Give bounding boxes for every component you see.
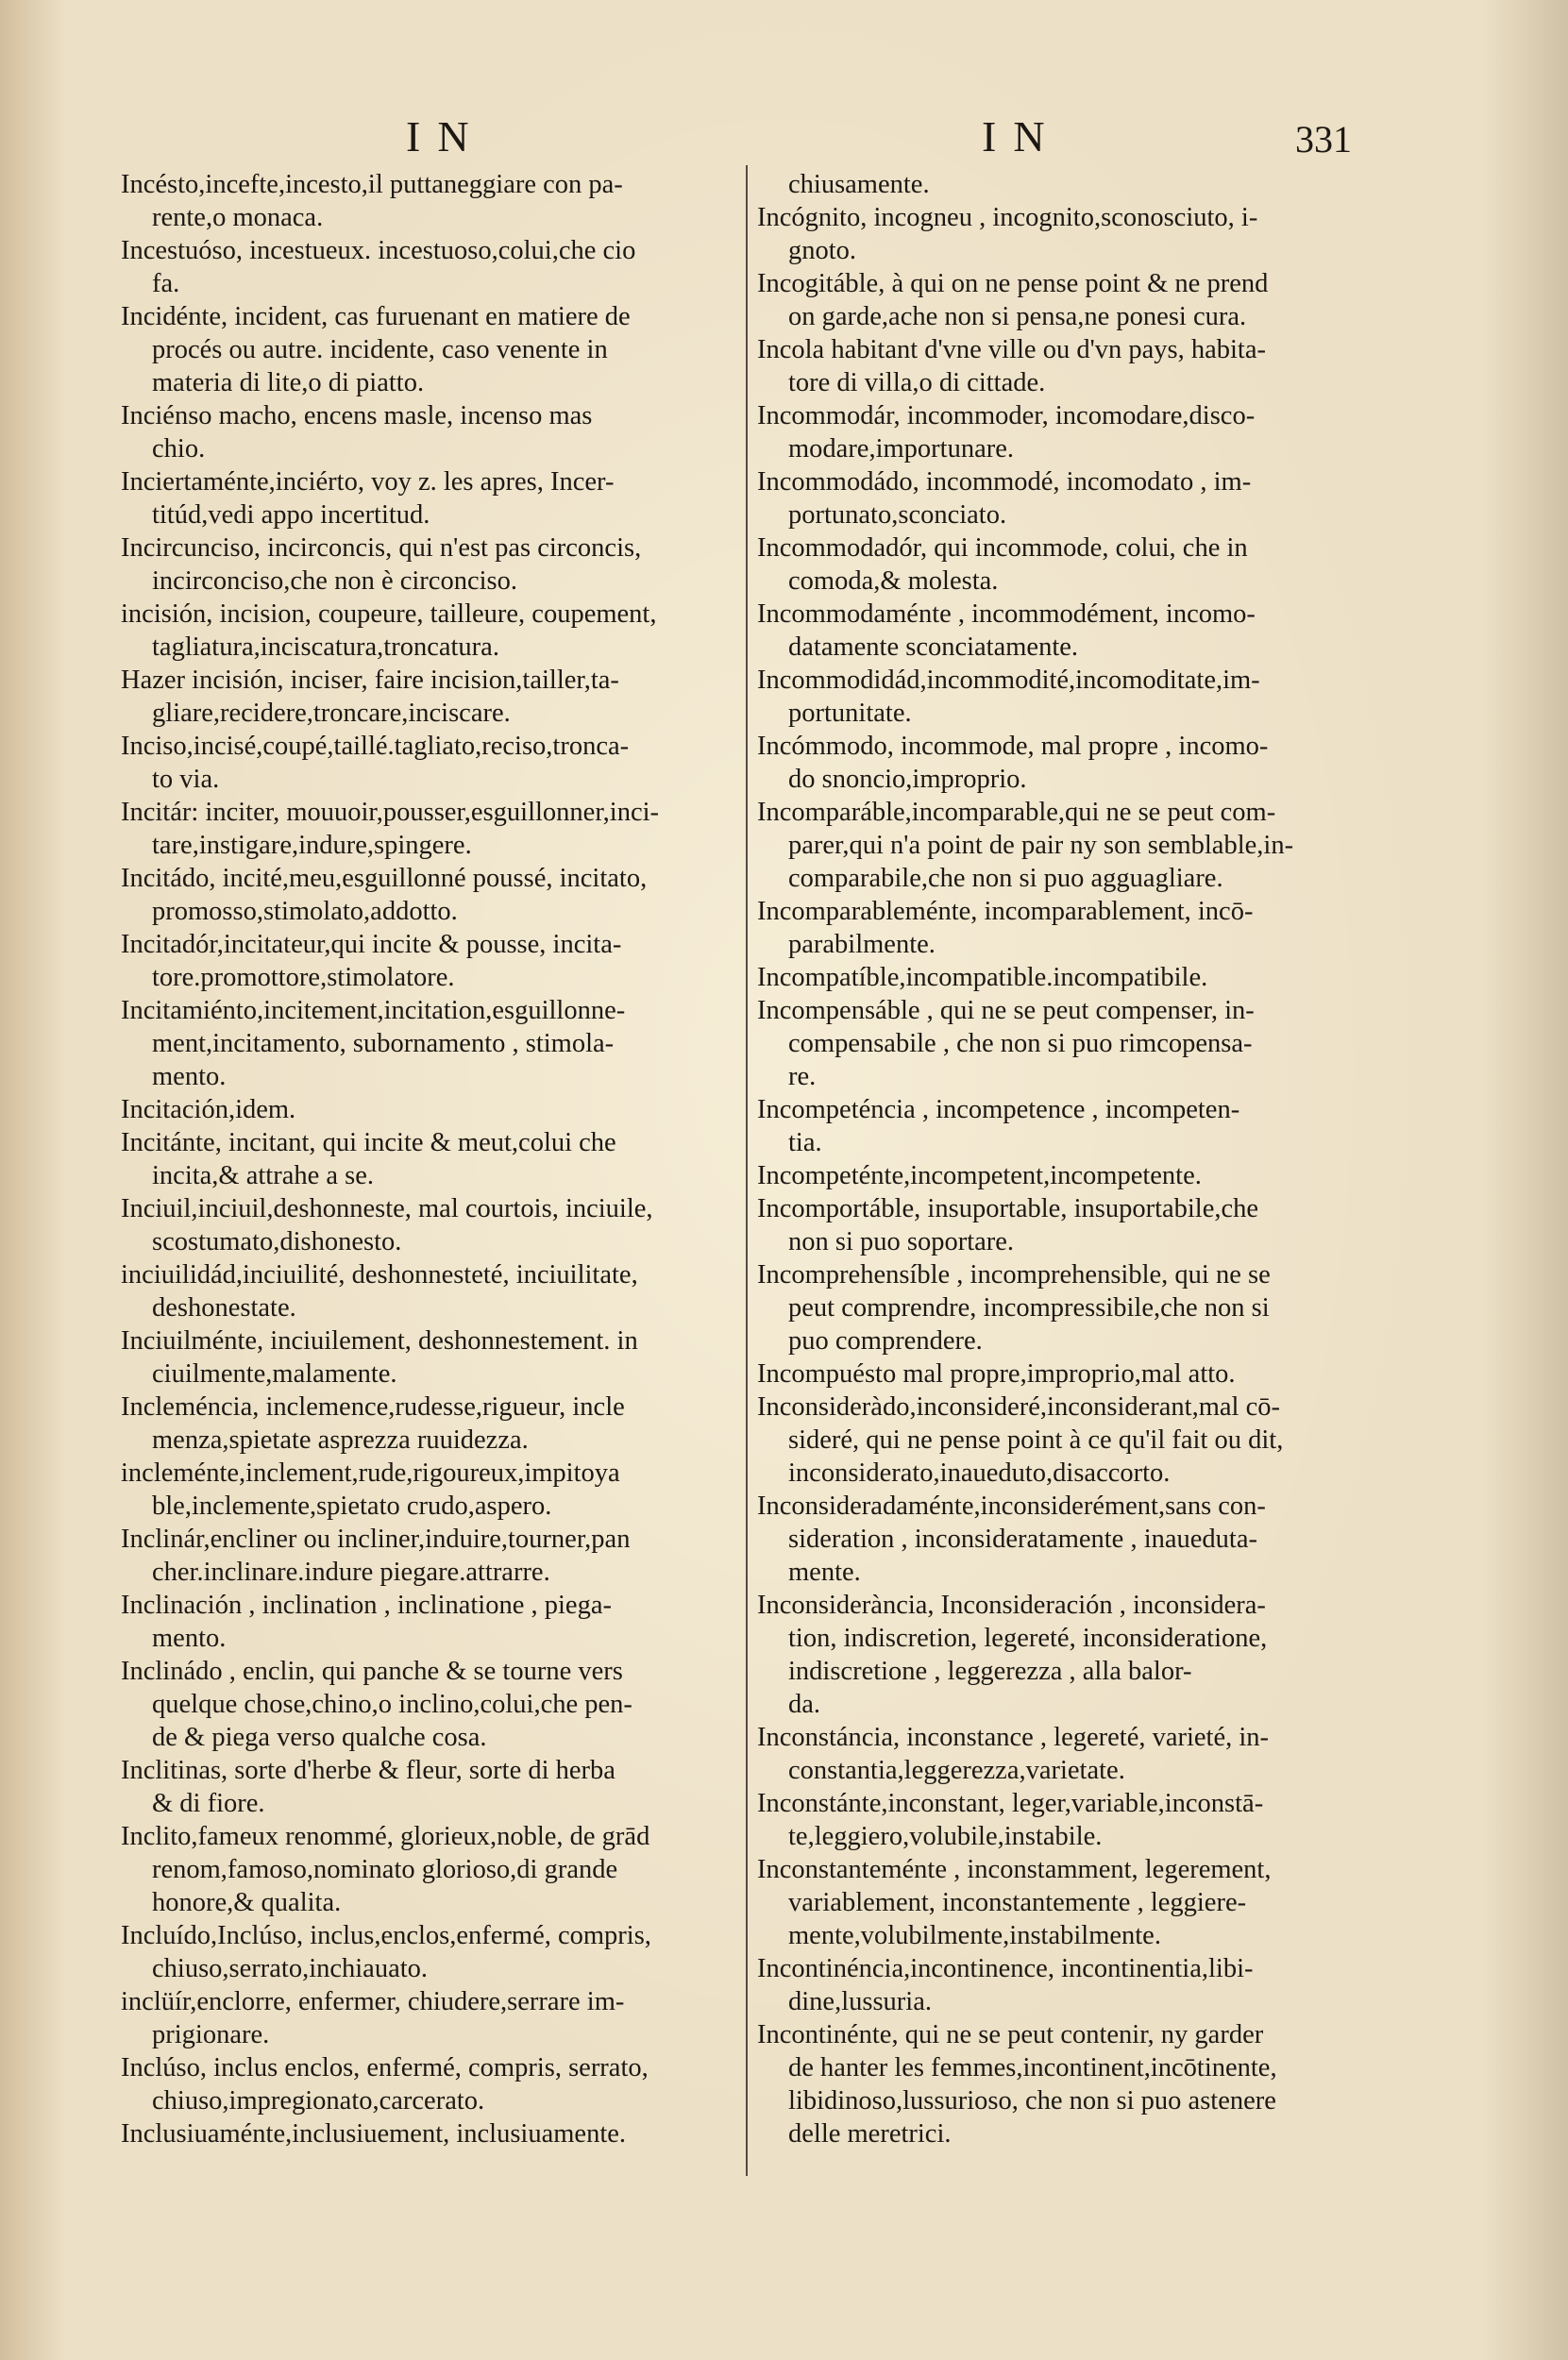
entry-line: Inconsideradaménte,inconsiderément,sans con- xyxy=(757,1492,1266,1521)
entry-line: portunitate. xyxy=(788,699,912,728)
entry-line: incisión, incision, coupeure, tailleure, coupement, xyxy=(121,599,657,629)
entry-line: menza,spietate asprezza ruuidezza. xyxy=(152,1425,529,1455)
entry-line: Incógnito, incogneu , incognito,sconosciuto, i- xyxy=(757,203,1258,232)
entry-line: Incompeténte,incompetent,incompetente. xyxy=(757,1161,1202,1190)
entry-line: Incitádo, incité,meu,esguillonné poussé, incitato, xyxy=(121,864,648,893)
entry-line: tagliatura,inciscatura,troncatura. xyxy=(152,632,499,662)
entry-line: inconsiderato,inaueduto,disaccorto. xyxy=(788,1458,1171,1488)
entry-line: parer,qui n'a point de pair ny son semblable,in- xyxy=(788,831,1294,860)
entry-line: Inclito,fameux renommé, glorieux,noble, de grād xyxy=(121,1822,650,1851)
entry-line: constantia,leggerezza,varietate. xyxy=(788,1756,1125,1785)
entry-line: mente. xyxy=(788,1558,861,1587)
entry-line: puo comprendere. xyxy=(788,1326,983,1356)
running-head-right: IN xyxy=(982,112,1062,160)
entry-line: Incitamiénto,incitement,incitation,esguillonne- xyxy=(121,996,626,1025)
entry-line: comparabile,che non si puo agguagliare. xyxy=(788,864,1223,893)
entry-line: mento. xyxy=(152,1062,227,1091)
entry-line: variablement, inconstantemente , leggiere- xyxy=(788,1888,1247,1917)
page-number: 331 xyxy=(1295,118,1352,160)
entry-line: Inconstáncia, inconstance , legereté, varieté, in- xyxy=(757,1723,1270,1752)
entry-line: Incestuóso, incestueux. incestuoso,colui,che cio xyxy=(121,236,636,265)
entry-line: comoda,& molesta. xyxy=(788,566,999,596)
entry-line: peut comprendre, incompressibile,che non si xyxy=(788,1293,1270,1323)
column-divider xyxy=(746,165,748,2176)
entry-line: Incomparableménte, incomparablement, incō- xyxy=(757,897,1254,926)
entry-line: Incommodaménte , incommodément, incomo- xyxy=(757,599,1256,629)
entry-line: Inciuil,inciuil,deshonneste, mal courtois, inciuile, xyxy=(121,1194,653,1223)
entry-line: incleménte,inclement,rude,rigoureux,impitoya xyxy=(121,1458,620,1488)
entry-line: titúd,vedi appo incertitud. xyxy=(152,500,430,530)
entry-line: Incésto,incefte,incesto,il puttaneggiare con pa- xyxy=(121,170,623,199)
entry-line: Inconstanteménte , inconstamment, legerement, xyxy=(757,1855,1272,1884)
entry-line: & di fiore. xyxy=(152,1789,265,1818)
entry-line: Incomportáble, insuportable, insuportabile,che xyxy=(757,1194,1259,1223)
entry-line: Incontinénte, qui ne se peut contenir, ny garder xyxy=(757,2020,1264,2049)
entry-line: Incluído,Inclúso, inclus,enclos,enfermé, compris, xyxy=(121,1921,651,1950)
entry-line: Incommodidád,incommodité,incomoditate,im- xyxy=(757,666,1260,695)
entry-line: rente,o monaca. xyxy=(152,203,324,232)
entry-line: quelque chose,chino,o inclino,colui,che pen- xyxy=(152,1690,632,1719)
entry-line: Inciso,incisé,coupé,taillé.tagliato,reciso,tronca- xyxy=(121,732,630,761)
entry-line: Inclinár,encliner ou incliner,induire,tourner,pan xyxy=(121,1525,631,1554)
entry-line: chio. xyxy=(152,434,206,464)
entry-line: inciuilidád,inciuilité, deshonnesteté, inciuilitate, xyxy=(121,1260,638,1290)
entry-line: honore,& qualita. xyxy=(152,1888,342,1917)
entry-line: Incompeténcia , incompetence , incompeten- xyxy=(757,1095,1240,1124)
entry-line: Incommodár, incommoder, incomodare,disco- xyxy=(757,401,1256,430)
entry-line: promosso,stimolato,addotto. xyxy=(152,897,458,926)
entry-line: Inciénso macho, encens masle, incenso mas xyxy=(121,401,593,430)
entry-line: Incitánte, incitant, qui incite & meut,colui che xyxy=(121,1128,616,1157)
entry-line: Inclúso, inclus enclos, enfermé, compris, serrato, xyxy=(121,2053,649,2082)
entry-line: Incomparáble,incomparable,qui ne se peut com- xyxy=(757,798,1276,827)
entry-line: re. xyxy=(788,1062,817,1091)
entry-line: delle meretrici. xyxy=(788,2119,952,2149)
entry-line: da. xyxy=(788,1690,821,1719)
entry-line: Inclitinas, sorte d'herbe & fleur, sorte di herba xyxy=(121,1756,615,1785)
entry-line: renom,famoso,nominato glorioso,di grande xyxy=(152,1855,618,1884)
entry-line: incirconciso,che non è circonciso. xyxy=(152,566,517,596)
entry-line: Incomprehensíble , incomprehensible, qui ne se xyxy=(757,1260,1271,1290)
entry-line: te,leggiero,volubile,instabile. xyxy=(788,1822,1103,1851)
entry-line: Incompensáble , qui ne se peut compenser, in- xyxy=(757,996,1255,1025)
entry-line: datamente sconciatamente. xyxy=(788,632,1079,662)
entry-line: tore.promottore,stimolatore. xyxy=(152,963,455,992)
entry-line: indiscretione , leggerezza , alla balor- xyxy=(788,1657,1192,1686)
entry-line: materia di lite,o di piatto. xyxy=(152,368,425,397)
entry-line: prigionare. xyxy=(152,2020,270,2049)
entry-line: Incidénte, incident, cas furuenant en matiere de xyxy=(121,302,631,331)
running-head-left: IN xyxy=(406,112,486,160)
entry-line: Inconstánte,inconstant, leger,variable,inconstā- xyxy=(757,1789,1264,1818)
entry-line: mente,volubilmente,instabilmente. xyxy=(788,1921,1161,1950)
entry-line: Incommodadór, qui incommode, colui, che in xyxy=(757,533,1248,563)
entry-line: parabilmente. xyxy=(788,930,936,959)
entry-line: Incola habitant d'vne ville ou d'vn pays, habita- xyxy=(757,335,1266,364)
entry-line: deshonestate. xyxy=(152,1293,296,1323)
entry-line: non si puo soportare. xyxy=(788,1227,1015,1256)
entry-line: tia. xyxy=(788,1128,822,1157)
entry-line: ble,inclemente,spietato crudo,aspero. xyxy=(152,1492,552,1521)
entry-line: Inclinación , inclination , inclinatione , piega- xyxy=(121,1591,612,1620)
entry-line: Inclusiuaménte,inclusiuement, inclusiuamente. xyxy=(121,2119,627,2149)
entry-line: chiusamente. xyxy=(788,170,930,199)
right-column xyxy=(757,168,1399,2150)
entry-line: Incogitáble, à qui on ne pense point & ne prend xyxy=(757,269,1269,298)
entry-line: Incitár: inciter, mouuoir,pousser,esguillonner,inci- xyxy=(121,798,660,827)
entry-line: modare,importunare. xyxy=(788,434,1014,464)
entry-line: gliare,recidere,troncare,inciscare. xyxy=(152,699,511,728)
entry-line: do snoncio,improprio. xyxy=(788,765,1027,794)
entry-line: Incompuésto mal propre,improprio,mal atto. xyxy=(757,1359,1236,1389)
entry-line: libidinoso,lussurioso, che non si puo astenere xyxy=(788,2086,1276,2116)
entry-line: to via. xyxy=(152,765,220,794)
entry-line: Inciuilménte, inciuilement, deshonnestement. in xyxy=(121,1326,638,1356)
entry-line: fa. xyxy=(152,269,180,298)
entry-line: Incómmodo, incommode, mal propre , incomo- xyxy=(757,732,1269,761)
entry-line: Inconsideràdo,inconsideré,inconsiderant,mal cō- xyxy=(757,1392,1280,1422)
entry-line: de hanter les femmes,incontinent,incōtinente, xyxy=(788,2053,1277,2082)
entry-line: scostumato,dishonesto. xyxy=(152,1227,402,1256)
entry-line: inclüír,enclorre, enfermer, chiudere,serrare im- xyxy=(121,1987,625,2016)
entry-line: on garde,ache non si pensa,ne ponesi cura. xyxy=(788,302,1247,331)
entry-line: sideration , inconsideratamente , inaueduta- xyxy=(788,1525,1257,1554)
entry-line: chiuso,serrato,inchiauato. xyxy=(152,1954,429,1983)
entry-line: Incleméncia, inclemence,rudesse,rigueur, incle xyxy=(121,1392,625,1422)
entry-line: tion, indiscretion, legereté, inconsideratione, xyxy=(788,1624,1268,1653)
entry-line: ment,incitamento, subornamento , stimola- xyxy=(152,1029,615,1058)
entry-line: sideré, qui ne pense point à ce qu'il fait ou dit, xyxy=(788,1425,1284,1455)
entry-line: Incircunciso, incirconcis, qui n'est pas circoncis, xyxy=(121,533,642,563)
entry-line: portunato,sconciato. xyxy=(788,500,1007,530)
entry-line: Incommodádo, incommodé, incomodato , im- xyxy=(757,467,1252,497)
entry-line: compensabile , che non si puo rimcopensa- xyxy=(788,1029,1253,1058)
entry-line: Incitadór,incitateur,qui incite & pousse, incita- xyxy=(121,930,622,959)
entry-line: incita,& attrahe a se. xyxy=(152,1161,375,1190)
entry-line: de & piega verso qualche cosa. xyxy=(152,1723,487,1752)
entry-line: Inclinádo , enclin, qui panche & se tourne vers xyxy=(121,1657,623,1686)
entry-line: dine,lussuria. xyxy=(788,1987,932,2016)
entry-line: gnoto. xyxy=(788,236,857,265)
entry-line: mento. xyxy=(152,1624,227,1653)
entry-line: Incontinéncia,incontinence, incontinentia,libi- xyxy=(757,1954,1254,1983)
entry-line: Inconsiderància, Inconsideración , inconsidera- xyxy=(757,1591,1266,1620)
entry-line: cher.inclinare.indure piegare.attrarre. xyxy=(152,1558,550,1587)
entry-line: chiuso,impregionato,carcerato. xyxy=(152,2086,485,2116)
entry-line: tare,instigare,indure,spingere. xyxy=(152,831,472,860)
entry-line: Incitación,idem. xyxy=(121,1095,296,1124)
entry-line: ciuilmente,malamente. xyxy=(152,1359,397,1389)
entry-line: Inciertaménte,inciérto, voy z. les apres, Incer- xyxy=(121,467,615,497)
entry-line: Hazer incisión, inciser, faire incision,tailler,ta- xyxy=(121,666,619,695)
entry-line: tore di villa,o di cittade. xyxy=(788,368,1046,397)
entry-line: procés ou autre. incidente, caso venente in xyxy=(152,335,608,364)
entry-line: Incompatíble,incompatible.incompatibile. xyxy=(757,963,1208,992)
left-column xyxy=(121,168,734,2150)
